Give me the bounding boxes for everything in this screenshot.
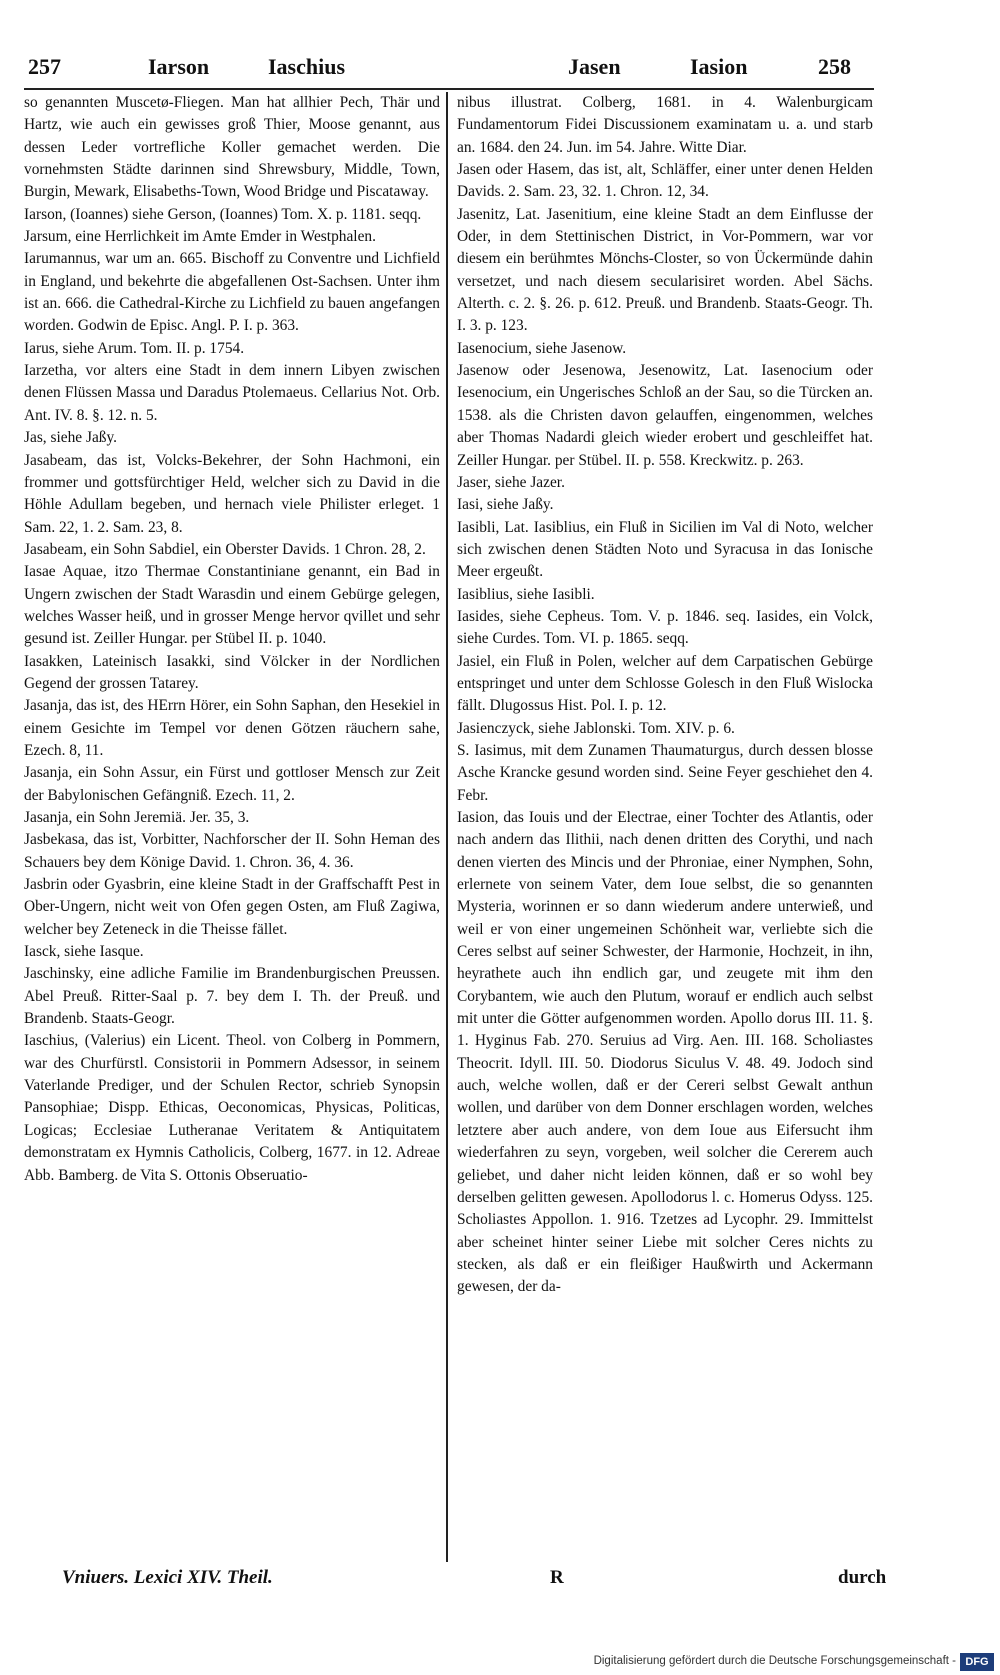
entry: Jasabeam, ein Sohn Sabdiel, ein Oberster Davids. 1 Chron. 28, 2. [24,540,426,558]
entry: Iarzetha, vor alters eine Stadt in dem innern Libyen zwischen denen Flüssen Massa und Daradus Ptolemaeus. Cellarius Not. Orb. Ant. IV. 8. §. 12. n. 5. [24,362,440,424]
entry: Iasides, siehe Cepheus. Tom. V. p. 1846. seq. Iasides, ein Volck, siehe Curdes. Tom. VI. p. 1865. seqq. [457,607,873,648]
entry: Iasion, das Iouis und der Electrae, einer Tochter des Atlantis, oder nach andern das Ilithii, nach denen dritten des Corythi, und nach denen vierten des Mincis und der Phroniae, einer Nymphen, Sohn, erlernete von seinem Vater, dem Ioue selbst, die so genannten Mysteria, worinnen er so dann wiederum andere unterwieß, und weil er von einer ungemeinen Schönheit war, verliebte sich die Ceres selbst auf seiner Schwester, der Harmonie, Hochzeit, in ihn, heyrathete auch ihn endlich gar, und zeugete mit ihm den Corybantem, wie auch den Plutum, worauf er endlich auch selbst mit unter die Götter aufgenommen worden. Apollo dorus III. 11. §. 1. Hyginus Fab. 270. Seruius ad Virg. Aen. III. 168. Scholiastes Theocrit. Idyll. III. 50. Diodorus Siculus V. 48. 49. Jodoch sind auch, welche wollen, daß er der Cereri selbst Gewalt anthun wollen, und darüber von dem Donner erschlagen worden, welches letztere aber auch andere, von dem Ioue aus Eifersucht ihm wiederfahren zu seyn, vorgeben, weil solcher die Cererem auch geliebet, und daher nicht leiden können, daß er so wohl bey derselben gelitten gewesen. Apollodorus l. c. Homerus Odyss. 125. Scholiastes Appollon. 1. 916. Tzetzes ad Lycophr. 29. Immittelst aber scheinet hinter seiner Liebe mit solcher Ceres nichts zu stecken, als daß er ein fleißiger Haußwirth und Ackermann gewesen, der da- [457,809,873,1296]
entry: Jaschinsky, eine adliche Familie im Brandenburgischen Preussen. Abel Preuß. Ritter-Saal p. 7. bey dem I. Th. der Preuß. und Brandenb. Staats-Geogr. [24,965,440,1028]
entry: S. Iasimus, mit dem Zunamen Thaumaturgus, durch dessen blosse Asche Krancke gesund worden sind. Seine Feyer geschiehet den 4. Febr. [457,741,873,804]
entry: Iarumannus, war um an. 665. Bischoff zu Conventre und Lichfield in England, und bekehrte die abgefallenen Ost-Sachsen. Unter ihm ist an. 666. die Cathedral-Kirche zu Lichfield zu bauen angefangen worden. Godwin de Episc. Angl. P. I. p. 363. [24,250,440,335]
page-number-right: 258 [818,54,851,79]
header-left-word-1: Iarson [148,54,210,79]
entry: Iarson, (Ioannes) siehe Gerson, (Ioannes) Tom. X. p. 1181. seqq. [24,205,422,223]
entry: Jasen oder Hasem, das ist, alt, Schläffer, einer unter denen Helden Davids. 2. Sam. 23, 32. 1. Chron. 12, 34. [457,161,873,201]
entry: Jarsum, eine Herrlichkeit im Amte Emder in Westphalen. [24,228,376,246]
header-left-word-2: Iaschius [268,54,346,79]
entry: Jas, siehe Jaßy. [24,429,118,447]
entry: Iasenocium, siehe Jasenow. [457,339,627,357]
catchword: durch [838,1567,887,1588]
page-number-left: 257 [28,54,61,79]
left-column [24,92,440,1566]
entry: Jasbekasa, das ist, Vorbitter, Nachforscher der II. Sohn Heman des Schauers bey dem Könige David. 1. Chron. 36, 4. 36. [24,831,440,871]
right-column [457,92,873,1566]
entry: Iasiblius, siehe Iasibli. [457,585,595,603]
entry: Jasabeam, das ist, Volcks-Bekehrer, der Sohn Hachmoni, ein frommer und gottsfürchtiger Held, welcher sich zu David in die Höhle Adullam begeben, und hernach viele Philister erleget. 1 Sam. 22, 1. 2. Sam. 23, 8. [24,451,440,536]
entry: Jasanja, das ist, des HErrn Hörer, ein Sohn Saphan, den Hesekiel in einem Gesichte im Tempel vor denen Götzen räuchern sahe, Ezech. 8, 11. [24,697,440,759]
entry: Jasbrin oder Gyasbrin, eine kleine Stadt in der Graffschafft Pest in Ober-Ungern, nicht weit von Ofen gegen Osten, am Fluß Zagiwa, welcher bey Zeteneck in die Theisse fället. [24,876,440,938]
entry: Iaschius, (Valerius) ein Licent. Theol. von Colberg in Pommern, war des Churfürstl. Consistorii in Pommern Adsessor, in seinem Vaterlande Prediger, und der Schulen Rector, schrieb Synopsin Pansophiae; Dispp. Ethicas, Oeconomicas, Physicas, Politicas, Logicas; Ecclesiae Lutheranae Veritatem & Antiquitatem demonstratam ex Hymnis Catholicis, Colberg, 1677. in 12. Adreae Abb. Bamberg. de Vita S. Ottonis Obseruatio- [24,1032,440,1184]
entry: Jasienczyck, siehe Jablonski. Tom. XIV. p. 6. [457,719,735,737]
entry: Jasiel, ein Fluß in Polen, welcher auf dem Carpatischen Gebürge entspringet und unter dem Schlosse Golesch in den Fluß Wislocka fällt. Dlugossus Hist. Pol. I. p. 12. [457,652,873,715]
dfg-logo: DFG [960,1653,994,1671]
header-right-word-2: Iasion [690,54,748,79]
column-divider [446,92,448,1562]
credit-text: Digitalisierung gefördert durch die Deutsche Forschungsgemeinschaft - [593,1655,956,1667]
entry: Jasenitz, Lat. Jasenitium, eine kleine Stadt an dem Einflusse der Oder, in dem Stettinischen District, in Vor-Pommern, war vor diesem ein berühmtes Mönchs-Closter, so von Ückermünde dahin versetzet, und nach diesem secularisiret worden. Abel Sächs. Alterth. c. 2. §. 26. p. 612. Preuß. und Brandenb. Staats-Geogr. Th. I. 3. p. 123. [457,205,873,335]
signature-line: Vniuers. Lexici XIV. Theil. [62,1567,273,1588]
entry: Iasibli, Lat. Iasiblius, ein Fluß in Sicilien im Val di Noto, welcher sich zwischen denen Städten Noto und Syracusa in das Ionische Meer ergeußt. [457,518,873,581]
digitization-credit-bar [0,1651,1000,1675]
entry: Iarus, siehe Arum. Tom. II. p. 1754. [24,339,245,357]
entry: Iasakken, Lateinisch Iasakki, sind Völcker in der Nordlichen Gegend der grossen Tatarey. [24,652,440,692]
signature-mark: R [550,1567,564,1588]
entry: Jasanja, ein Sohn Assur, ein Fürst und gottloser Mensch zur Zeit der Babylonischen Gefängniß. Ezech. 11, 2. [24,764,440,804]
entry: Iasi, siehe Jaßy. [457,496,554,514]
entry: Jaser, siehe Jazer. [457,473,565,491]
entry: Iasck, siehe Iasque. [24,943,144,961]
entry: Jasanja, ein Sohn Jeremiä. Jer. 35, 3. [24,809,250,826]
header-right-word-1: Jasen [568,54,621,79]
entry: Jasenow oder Jesenowa, Jesenowitz, Lat. Iasenocium oder Iesenocium, ein Ungerisches Schloß an der Sau, so die Türcken an. 1538. als die Christen davon gelauffen, eingenommen, welches aber Thomas Nadardi gleich wieder erobert und geschleiffet hat. Zeiller Hungar. per Stübel. II. p. 558. Kreckwitz. p. 263. [457,362,873,469]
entry: Iasae Aquae, itzo Thermae Constantiniane genannt, ein Bad in Ungern zwischen der Stadt Warasdin und einem Gebürge gelegen, welches Wasser heiß, und in grosser Menge hervor qvillet und sehr gesund ist. Zeiller Hungar. per Stübel II. p. 1040. [24,563,440,648]
header-rule [24,88,874,90]
running-header [0,54,1000,88]
entry: nibus illustrat. Colberg, 1681. in 4. Walenburgicam Fundamentorum Fidei Discussionem examinatam u. a. und starb an. 1684. den 24. Jun. im 54. Jahre. Witte Diar. [457,94,873,156]
entry: so genannten Muscetø-Fliegen. Man hat allhier Pech, Thär und Hartz, wie auch ein gewisses groß Thier, Moose genannt, aus dessen Leder vortrefliche Koller gemachet werden. Die vornehmsten Städte darinnen sind Shrewsbury, Middle, Town, Burgin, Mewark, Elisabeths-Town, Wood Bridge und Piscataway. [24,94,440,201]
